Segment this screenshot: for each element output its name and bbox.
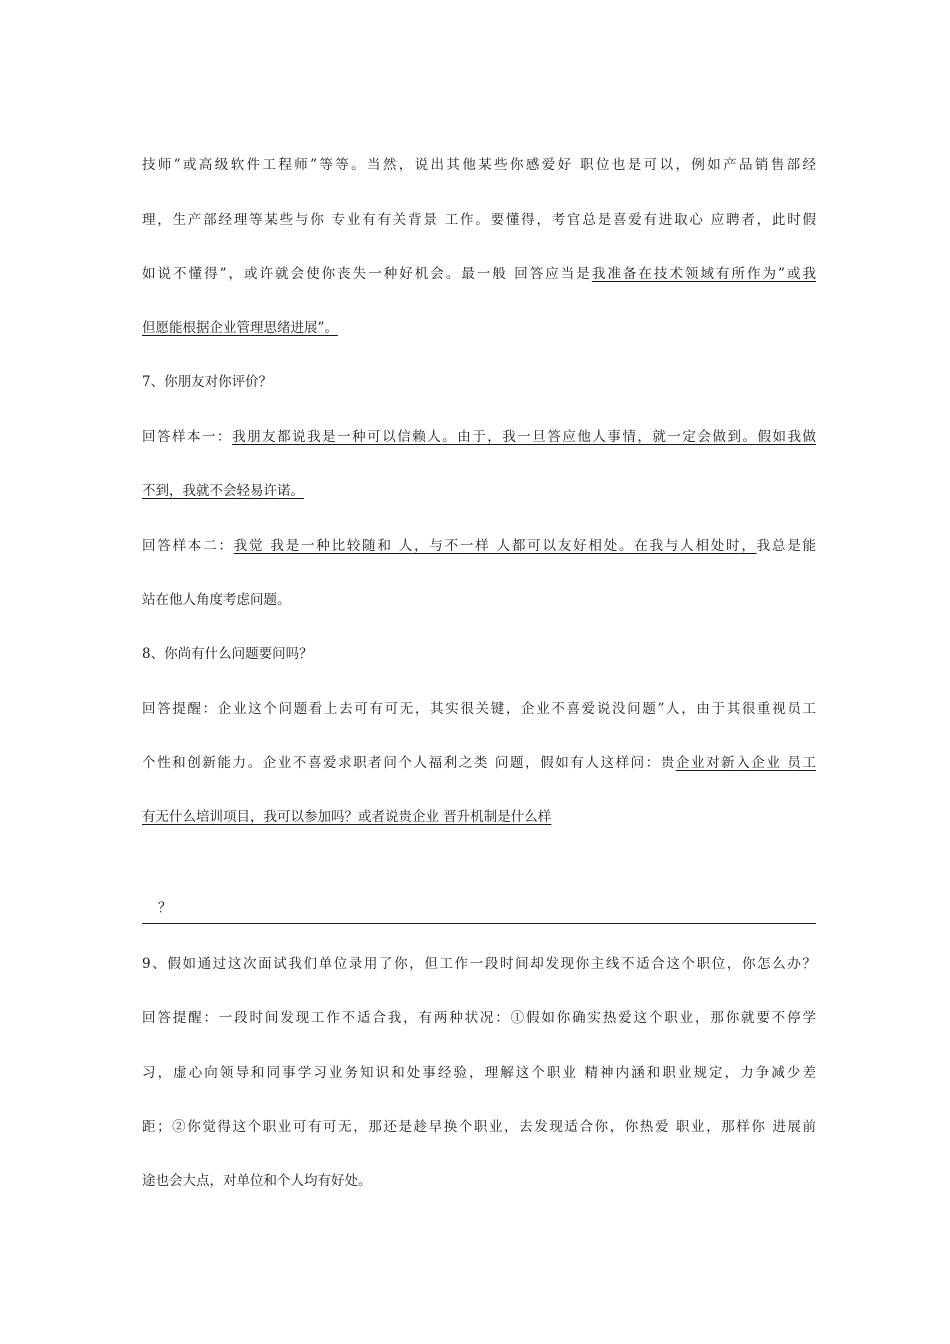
horizontal-rule	[142, 923, 816, 924]
paragraph-line: 回答提醒：企业这个问题看上去可有可无，其实很关键，企业不喜爱说没问题”人，由于其很重视员工	[142, 701, 816, 717]
paragraph-line	[142, 319, 816, 337]
underlined-text: 有无什么培训项目，我可以参加吗？或者说贵企业 晋升机制是什么样	[142, 809, 552, 825]
sample-answer-2-line: 站在他人角度考虑问题。	[142, 592, 291, 608]
underlined-text: 我觉 我是一种比较随和 人，与不一样 人都可以友好相处。在我与人相处时，	[233, 538, 757, 554]
paragraph-line: 技师”或高级软件工程师”等等。当然，说出其他某些你感爱好 职位也是可以，例如产品销售部经	[142, 157, 816, 173]
underlined-text: 但愿能根据企业管理思绪进展”。	[142, 320, 338, 336]
question-8-heading: 8、你尚有什么问题要问吗？	[142, 646, 313, 662]
sample-answer-2-line	[142, 537, 816, 555]
paragraph-line: 习，虚心向领导和同事学习业务知识和处事经验，理解这个职业 精神内涵和职业规定，力争减少差	[142, 1065, 816, 1081]
paragraph-line	[142, 754, 816, 772]
paragraph-line	[142, 265, 816, 283]
underlined-text: 我朋友都说我是一种可以信赖人。由于，我一旦答应他人事情，就一定会做到。假如我做	[232, 429, 816, 445]
paragraph-line: 距；②你觉得这个职业可有可无，那还是趁早换个职业，去发现适合你，你热爱 职业，那样你 进展前	[142, 1119, 816, 1135]
underlined-text: 企业对新入企业 员工	[675, 755, 816, 771]
question-7-heading: 7、你朋友对你评价？	[142, 374, 273, 390]
paragraph-line	[142, 808, 816, 826]
underlined-text: 我准备在技术领域有所作为”或我	[591, 266, 816, 282]
underlined-text: 不到，我就不会轻易许诺。	[142, 483, 304, 499]
sample-label: 回答样本二：	[142, 538, 234, 554]
question-mark-line: ？	[158, 900, 172, 916]
question-9-heading: 9、假如通过这次面试我们单位录用了你，但工作一段时间却发现你主线不适合这个职位，你怎么办？	[142, 956, 816, 972]
paragraph-line: 回答提醒：一段时间发现工作不适合我，有两种状况：①假如你确实热爱这个职业，那你就要不停学	[142, 1010, 816, 1026]
sample-answer-1-line	[142, 482, 816, 500]
sample-label: 回答样本一：	[142, 429, 233, 445]
paragraph-line: 途也会大点，对单位和个人均有好处。	[142, 1173, 372, 1189]
paragraph-text: 个性和创新能力。企业不喜爱求职者问个人福利之类 问题，假如有人这样问：贵	[142, 755, 676, 771]
paragraph-line: 理，生产部经理等某些与你 专业有有关背景 工作。要懂得，考官总是喜爱有进取心 应聘者，此时假	[142, 212, 816, 228]
sample-answer-1-line	[142, 428, 816, 446]
paragraph-text: 如说不懂得”，或许就会使你丧失一种好机会。最一般 回答应当是	[142, 266, 592, 282]
paragraph-text: 我总是能	[756, 538, 816, 554]
